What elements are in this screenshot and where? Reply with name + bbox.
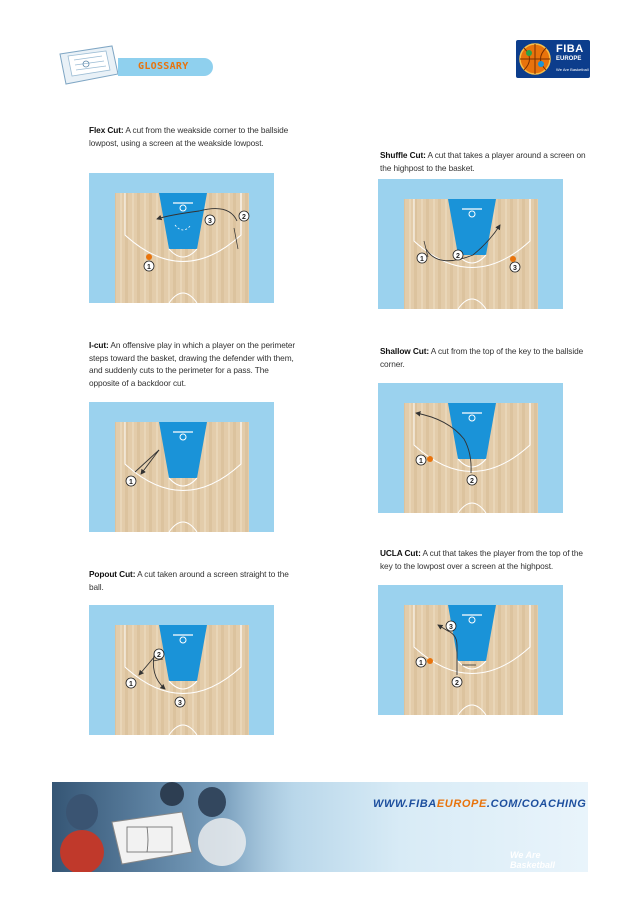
player-3: 3 xyxy=(178,700,182,707)
footer-tagline: We Are Basketball xyxy=(510,850,556,870)
player-2: 2 xyxy=(242,214,246,221)
entry-flex-text xyxy=(89,124,294,149)
entry-term: Popout Cut: xyxy=(89,569,136,579)
player-1: 1 xyxy=(419,458,423,465)
logo-name: FIBA xyxy=(556,43,584,55)
court-diagram-shuffle xyxy=(378,179,563,309)
player-1: 1 xyxy=(129,479,133,486)
url-part-2: EUROPE xyxy=(436,798,487,810)
court-diagram-flex xyxy=(89,173,274,303)
player-1: 1 xyxy=(129,681,133,688)
footer-banner xyxy=(52,782,588,872)
entry-shallow-text xyxy=(380,345,590,370)
logo-region: EUROPE xyxy=(556,56,582,62)
player-3: 3 xyxy=(208,218,212,225)
entry-definition: A cut that takes a player around a screen on the highpost to the basket. xyxy=(380,150,586,173)
player-1: 1 xyxy=(419,660,423,667)
basketball-globe-icon xyxy=(518,42,552,76)
url-part-3: .COM/COACHING xyxy=(486,798,587,810)
ball-icon xyxy=(427,456,433,462)
fiba-europe-logo xyxy=(516,40,590,78)
entry-definition: A cut that takes the player from the top of the key to the lowpost over a screen at the highpost. xyxy=(380,548,583,571)
entry-definition: An offensive play in which a player on the perimeter steps toward the basket, drawing the defender with them, and suddenly cuts to the perimeter for a pass. The opposite of a backdoor cut. xyxy=(89,340,296,388)
player-3: 3 xyxy=(513,265,517,272)
player-1: 1 xyxy=(147,264,151,271)
player-2: 2 xyxy=(470,478,474,485)
entry-term: Flex Cut: xyxy=(89,125,124,135)
court-diagram-ucla xyxy=(378,585,563,715)
entry-popout-text xyxy=(89,568,299,593)
entry-term: I-cut: xyxy=(89,340,109,350)
entry-shuffle-text xyxy=(380,149,595,174)
entry-term: UCLA Cut: xyxy=(380,548,421,558)
player-1: 1 xyxy=(420,256,424,263)
entry-ucla-text xyxy=(380,547,595,572)
entry-definition: A cut from the top of the key to the ballside corner. xyxy=(380,346,584,369)
entry-icut-text xyxy=(89,339,299,389)
section-title: GLOSSARY xyxy=(138,61,189,72)
ball-icon xyxy=(427,658,433,664)
url-part-1: WWW.FIBA xyxy=(373,798,437,810)
entry-term: Shuffle Cut: xyxy=(380,150,426,160)
court-diagram-icut xyxy=(89,402,274,532)
coaches-photo-illustration xyxy=(52,782,302,872)
player-2: 2 xyxy=(157,652,161,659)
entry-definition: A cut taken around a screen straight to the ball. xyxy=(89,569,289,592)
entry-definition: A cut from the weakside corner to the ballside lowpost, using a screen at the weakside lowpost. xyxy=(89,125,289,148)
player-2: 2 xyxy=(455,680,459,687)
entry-term: Shallow Cut: xyxy=(380,346,430,356)
ball-icon xyxy=(510,256,516,262)
player-3: 3 xyxy=(449,624,453,631)
player-2: 2 xyxy=(456,253,460,260)
logo-tagline: We Are Basketball xyxy=(556,67,589,72)
ball-icon xyxy=(146,254,152,260)
court-diagram-popout xyxy=(89,605,274,735)
court-diagram-shallow xyxy=(378,383,563,513)
coaching-url-link[interactable] xyxy=(373,798,586,810)
